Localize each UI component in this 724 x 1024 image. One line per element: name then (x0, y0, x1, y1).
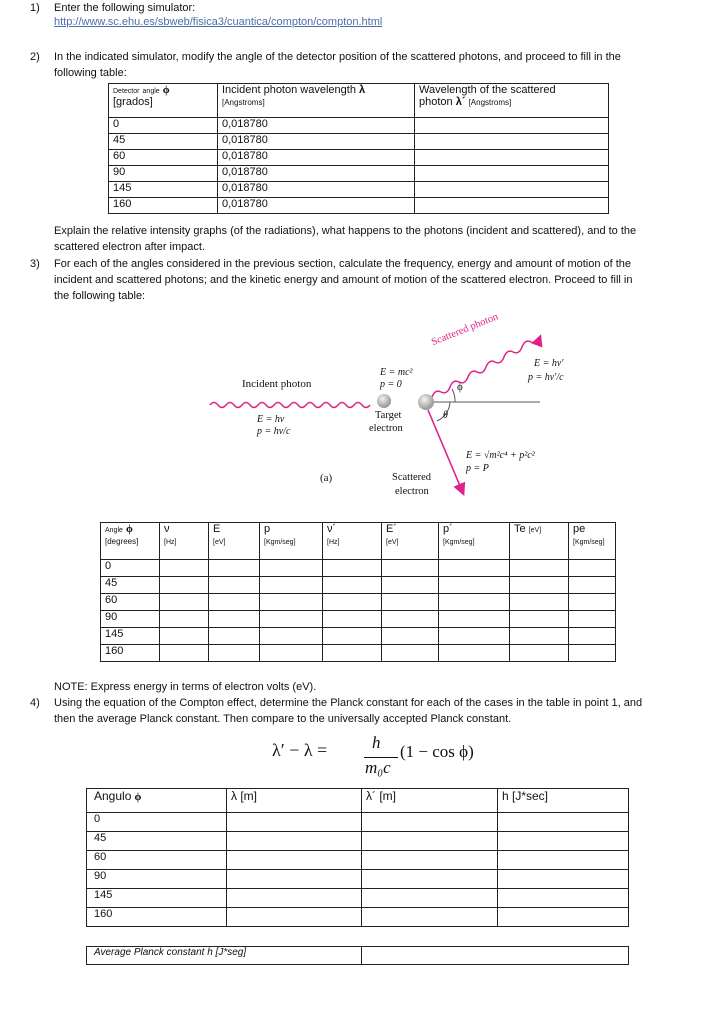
value-cell[interactable] (510, 611, 569, 628)
value-cell[interactable] (382, 611, 439, 628)
average-planck-label: Average Planck constant h [J*seg] (87, 947, 362, 965)
value-cell[interactable] (439, 560, 510, 577)
section-1-number: 1) (30, 2, 40, 14)
angle-cell: 60 (87, 851, 227, 870)
incident-wavelength-cell: 0,018780 (218, 198, 415, 214)
incident-wavelength-cell: 0,018780 (218, 118, 415, 134)
value-cell[interactable] (439, 645, 510, 662)
label-incident-energy: E = hν (257, 414, 285, 425)
value-cell[interactable] (362, 870, 498, 889)
value-cell[interactable] (382, 628, 439, 645)
header-momentum-scattered: p´ [Kgm/seg] (439, 523, 510, 560)
value-cell[interactable] (323, 611, 382, 628)
equation-numerator: h (372, 733, 381, 752)
value-cell[interactable] (498, 908, 629, 927)
section-2-text-line2: following table: (54, 67, 127, 79)
table-row (87, 908, 629, 927)
scattered-wavelength-cell[interactable] (415, 166, 609, 182)
angle-cell: 145 (109, 182, 218, 198)
value-cell[interactable] (260, 577, 323, 594)
scattered-wavelength-cell[interactable] (415, 150, 609, 166)
label-rest-momentum: p = 0 (380, 379, 402, 390)
section-2-text-line1: In the indicated simulator, modify the angle of the detector position of the scattered photons, and proceed to fill in the (54, 51, 621, 63)
value-cell[interactable] (510, 594, 569, 611)
value-cell[interactable] (382, 594, 439, 611)
wavelength-table (108, 83, 609, 214)
value-cell[interactable] (362, 908, 498, 927)
table-row (87, 870, 629, 889)
value-cell[interactable] (569, 628, 616, 645)
incident-wavelength-cell: 0,018780 (218, 166, 415, 182)
value-cell[interactable] (209, 611, 260, 628)
scattered-wavelength-cell[interactable] (415, 198, 609, 214)
table-row (87, 851, 629, 870)
header-energy: E [eV] (209, 523, 260, 560)
table-row (109, 166, 609, 182)
value-cell[interactable] (362, 889, 498, 908)
header-momentum: p [Kgm/seg] (260, 523, 323, 560)
value-cell[interactable] (160, 594, 209, 611)
diagram-caption: (a) (320, 472, 333, 484)
scattered-wavelength-cell[interactable] (415, 182, 609, 198)
label-electron-momentum: p = P (466, 463, 489, 474)
value-cell[interactable] (382, 577, 439, 594)
label-target: Target (375, 410, 402, 421)
angle-cell: 0 (101, 560, 160, 577)
header-frequency-scattered: ν´ [Hz] (323, 523, 382, 560)
value-cell[interactable] (160, 628, 209, 645)
value-cell[interactable] (227, 908, 362, 927)
value-cell[interactable] (439, 594, 510, 611)
label-phi: ϕ (457, 381, 463, 393)
header-electron-momentum: pe [Kgm/seg] (569, 523, 616, 560)
header-electron-kinetic-energy: Te [eV] (510, 523, 569, 560)
value-cell[interactable] (382, 645, 439, 662)
value-cell[interactable] (569, 611, 616, 628)
value-cell[interactable] (260, 594, 323, 611)
angle-cell: 145 (87, 889, 227, 908)
label-incident-photon: Incident photon (242, 378, 312, 390)
section-4-text-line2: then the average Planck constant. Then compare to the universally accepted Planck constant. (54, 713, 512, 725)
value-cell[interactable] (323, 577, 382, 594)
section-1-text: Enter the following simulator: (54, 2, 196, 14)
angle-cell: 160 (109, 198, 218, 214)
value-cell[interactable] (569, 577, 616, 594)
angle-cell: 60 (109, 150, 218, 166)
scattered-wavelength-cell[interactable] (415, 118, 609, 134)
angle-cell: 90 (109, 166, 218, 182)
scattered-electron-path (428, 410, 463, 493)
table-row (109, 182, 609, 198)
table-row (87, 889, 629, 908)
value-cell[interactable] (209, 628, 260, 645)
section-4-text-line1: Using the equation of the Compton effect, determine the Planck constant for each of the cases in the table in point 1, and (54, 697, 643, 709)
value-cell[interactable] (498, 870, 629, 889)
section-2-explain-line2: scattered electron after impact. (54, 241, 206, 253)
value-cell[interactable] (362, 851, 498, 870)
value-cell[interactable] (227, 832, 362, 851)
value-cell[interactable] (160, 560, 209, 577)
incident-wavelength-cell: 0,018780 (218, 150, 415, 166)
header-scattered-wavelength: Wavelength of the scattered photon λ´ [Angstroms] (415, 84, 609, 118)
label-scattered-photon: Scattered photon (430, 311, 500, 349)
table-row (101, 645, 616, 662)
table-row (101, 560, 616, 577)
value-cell[interactable] (260, 611, 323, 628)
label-incident-momentum: p = hν/c (257, 426, 291, 437)
angle-cell: 0 (87, 813, 227, 832)
angle-cell: 160 (101, 645, 160, 662)
label-scattered-electron: electron (395, 486, 429, 497)
value-cell[interactable] (227, 813, 362, 832)
section-3-text-line1: For each of the angles considered in the previous section, calculate the frequency, energy and amount of motion of the (54, 258, 632, 270)
angle-cell: 45 (101, 577, 160, 594)
value-cell[interactable] (569, 594, 616, 611)
value-cell[interactable] (209, 560, 260, 577)
angle-cell: 90 (87, 870, 227, 889)
value-cell[interactable] (227, 889, 362, 908)
incident-wavelength-cell: 0,018780 (218, 182, 415, 198)
table-row (101, 628, 616, 645)
value-cell[interactable] (323, 628, 382, 645)
value-cell[interactable] (439, 628, 510, 645)
value-cell[interactable] (498, 832, 629, 851)
energy-note: NOTE: Express energy in terms of electron volts (eV). (54, 681, 317, 693)
value-cell[interactable] (160, 611, 209, 628)
value-cell[interactable] (382, 560, 439, 577)
value-cell[interactable] (227, 851, 362, 870)
header-energy-scattered: E´ [eV] (382, 523, 439, 560)
scattered-electron (418, 394, 434, 410)
average-planck-value[interactable] (362, 947, 629, 965)
angle-cell: 160 (87, 908, 227, 927)
table-row (87, 832, 629, 851)
value-cell[interactable] (209, 645, 260, 662)
incident-wavelength-cell: 0,018780 (218, 134, 415, 150)
header-incident-wavelength: Incident photon wavelength λ [Angstroms] (218, 84, 415, 118)
scattered-wavelength-cell[interactable] (415, 134, 609, 150)
table-row (109, 118, 609, 134)
angle-cell: 145 (101, 628, 160, 645)
scattered-photon-wave (432, 337, 540, 397)
table-row (87, 813, 629, 832)
label-rest-energy: E = mc² (380, 367, 413, 378)
table-row (109, 134, 609, 150)
section-3-text-line2: incident and scattered photons; and the kinetic energy and amount of motion of the scattered electron. Proceed to fill in (54, 274, 633, 286)
target-electron (377, 394, 391, 408)
value-cell[interactable] (362, 832, 498, 851)
header-lambda-m: λ [m] (227, 789, 362, 813)
header-angulo: Angulo ϕ (87, 789, 227, 813)
value-cell[interactable] (569, 645, 616, 662)
header-planck-h: h [J*sec] (498, 789, 629, 813)
average-planck-table (86, 946, 629, 965)
header-detector-angle: Detector angle ϕ [grados] (109, 84, 218, 118)
simulator-link[interactable]: http://www.sc.ehu.es/sbweb/fisica3/cuantica/compton/compton.html (54, 16, 383, 28)
value-cell[interactable] (498, 889, 629, 908)
value-cell[interactable] (439, 611, 510, 628)
label-electron-energy: E = √m²c⁴ + p²c² (466, 450, 535, 461)
value-cell[interactable] (510, 645, 569, 662)
incident-photon-wave (210, 403, 370, 408)
table-row (109, 150, 609, 166)
value-cell[interactable] (160, 645, 209, 662)
label-scattered-momentum: p = hν′/c (528, 372, 564, 383)
header-lambda-scattered-m: λ´ [m] (362, 789, 498, 813)
value-cell[interactable] (323, 560, 382, 577)
angle-cell: 60 (101, 594, 160, 611)
value-cell[interactable] (209, 577, 260, 594)
label-theta: θ (443, 410, 448, 421)
value-cell[interactable] (510, 560, 569, 577)
value-cell[interactable] (260, 645, 323, 662)
equation-rhs: (1 − cos ϕ) (400, 742, 474, 761)
section-2-explain-line1: Explain the relative intensity graphs (of the radiations), what happens to the photons (incident and scattered), and to the (54, 225, 637, 237)
angle-cell: 45 (87, 832, 227, 851)
planck-table (86, 788, 629, 927)
table-row (101, 611, 616, 628)
equation-denominator: m₀c (365, 758, 391, 777)
label-scattered-energy: E = hν′ (534, 358, 564, 369)
table-row (109, 198, 609, 214)
value-cell[interactable] (362, 813, 498, 832)
header-angle: Angle ϕ [degrees] (101, 523, 160, 560)
table-row (101, 594, 616, 611)
section-4-number: 4) (30, 697, 40, 709)
label-target-electron: electron (369, 423, 403, 434)
value-cell[interactable] (160, 577, 209, 594)
label-scattered: Scattered (392, 472, 432, 483)
table-row (101, 577, 616, 594)
value-cell[interactable] (227, 870, 362, 889)
value-cell[interactable] (260, 560, 323, 577)
value-cell[interactable] (209, 594, 260, 611)
phi-arc (452, 389, 455, 402)
value-cell[interactable] (439, 577, 510, 594)
section-3-text-line3: the following table: (54, 290, 146, 302)
section-2-number: 2) (30, 51, 40, 63)
value-cell[interactable] (498, 813, 629, 832)
section-3-number: 3) (30, 258, 40, 270)
angle-cell: 90 (101, 611, 160, 628)
equation-lhs: λ′ − λ = (272, 740, 328, 760)
value-cell[interactable] (510, 628, 569, 645)
value-cell[interactable] (323, 594, 382, 611)
value-cell[interactable] (510, 577, 569, 594)
value-cell[interactable] (323, 645, 382, 662)
header-frequency: ν [Hz] (160, 523, 209, 560)
value-cell[interactable] (569, 560, 616, 577)
photon-electron-table (100, 522, 616, 662)
value-cell[interactable] (498, 851, 629, 870)
angle-cell: 0 (109, 118, 218, 134)
angle-cell: 45 (109, 134, 218, 150)
value-cell[interactable] (260, 628, 323, 645)
